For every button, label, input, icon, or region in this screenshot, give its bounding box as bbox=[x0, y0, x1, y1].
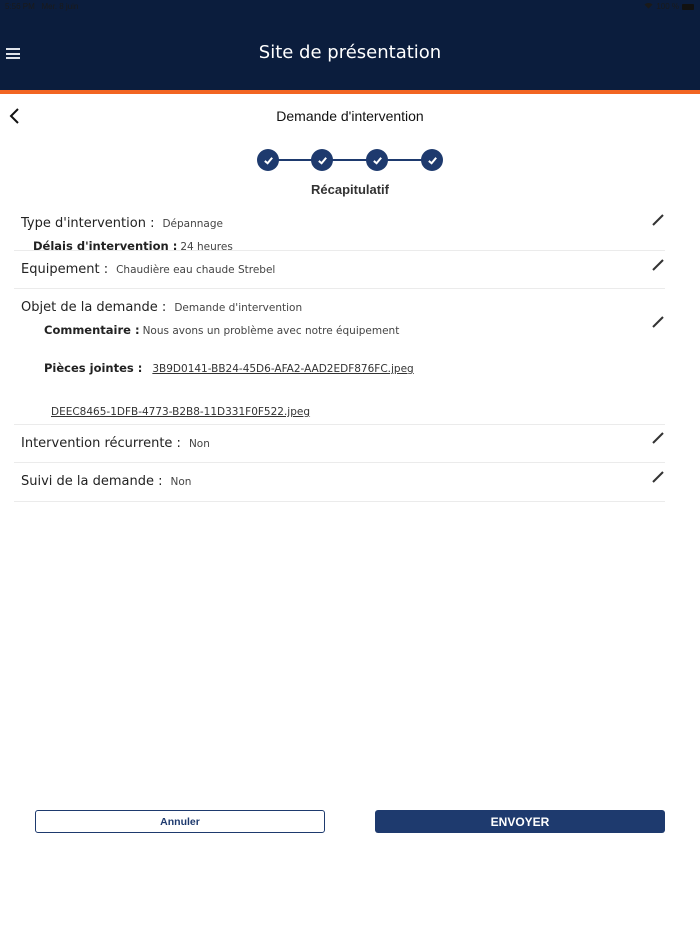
edit-type-pencil-icon[interactable] bbox=[651, 213, 665, 227]
step-1-completed bbox=[257, 149, 279, 171]
summary-row-follow-up bbox=[14, 463, 665, 502]
equipment-value: Chaudière eau chaude Strebel bbox=[116, 264, 276, 276]
battery-icon bbox=[682, 4, 694, 10]
app-header bbox=[0, 0, 700, 90]
header-accent-divider bbox=[0, 90, 700, 94]
type-value: Dépannage bbox=[162, 218, 223, 230]
app-title: Site de présentation bbox=[258, 42, 442, 63]
equipment-label: Equipement : bbox=[21, 262, 109, 277]
edit-object-pencil-icon[interactable] bbox=[651, 315, 665, 329]
step-2-completed bbox=[311, 149, 333, 171]
object-label: Objet de la demande : bbox=[21, 300, 167, 315]
progress-stepper bbox=[257, 148, 443, 172]
delay-label: Délais d'intervention : bbox=[33, 239, 178, 253]
send-button[interactable]: ENVOYER bbox=[375, 810, 665, 833]
cancel-button[interactable]: Annuler bbox=[35, 810, 325, 833]
step-4-completed bbox=[421, 149, 443, 171]
delay-value: 24 heures bbox=[180, 241, 233, 253]
attachments-label: Pièces jointes : bbox=[44, 361, 143, 375]
follow-up-label: Suivi de la demande : bbox=[21, 474, 163, 489]
edit-equipment-pencil-icon[interactable] bbox=[651, 258, 665, 272]
status-date: Mer. 8 juin bbox=[41, 2, 79, 11]
comment-label: Commentaire : bbox=[44, 323, 140, 337]
edit-recurring-pencil-icon[interactable] bbox=[651, 431, 665, 445]
stepper-line bbox=[267, 159, 433, 161]
check-icon bbox=[372, 155, 383, 166]
check-icon bbox=[317, 155, 328, 166]
summary-row-equipment bbox=[14, 251, 665, 289]
step-label: Récapitulatif bbox=[310, 182, 389, 197]
object-value: Demande d'intervention bbox=[174, 302, 303, 314]
recurring-value: Non bbox=[188, 438, 210, 450]
status-time: 5:56 PM bbox=[5, 2, 35, 11]
step-3-completed bbox=[366, 149, 388, 171]
type-label: Type d'intervention : bbox=[21, 216, 155, 231]
summary-row-type bbox=[14, 205, 665, 251]
check-icon bbox=[427, 155, 438, 166]
summary-row-recurring bbox=[14, 425, 665, 463]
attachment-link-2[interactable]: DEEC8465-1DFB-4773-B2B8-11D331F0F522.jpeg bbox=[51, 406, 311, 418]
wifi-icon bbox=[644, 2, 653, 11]
recurring-label: Intervention récurrente : bbox=[21, 436, 181, 451]
check-icon bbox=[263, 155, 274, 166]
battery-percent: 100 % bbox=[656, 2, 679, 11]
follow-up-value: Non bbox=[170, 476, 192, 488]
page-title: Demande d'intervention bbox=[276, 108, 424, 124]
status-bar-right bbox=[644, 2, 694, 11]
summary-row-object bbox=[14, 289, 665, 425]
comment-value: Nous avons un problème avec notre équipement bbox=[142, 325, 400, 337]
attachment-link-1[interactable]: 3B9D0141-BB24-45D6-AFA2-AAD2EDF876FC.jpeg bbox=[152, 363, 414, 375]
status-bar-left bbox=[5, 2, 78, 11]
edit-follow-up-pencil-icon[interactable] bbox=[651, 470, 665, 484]
